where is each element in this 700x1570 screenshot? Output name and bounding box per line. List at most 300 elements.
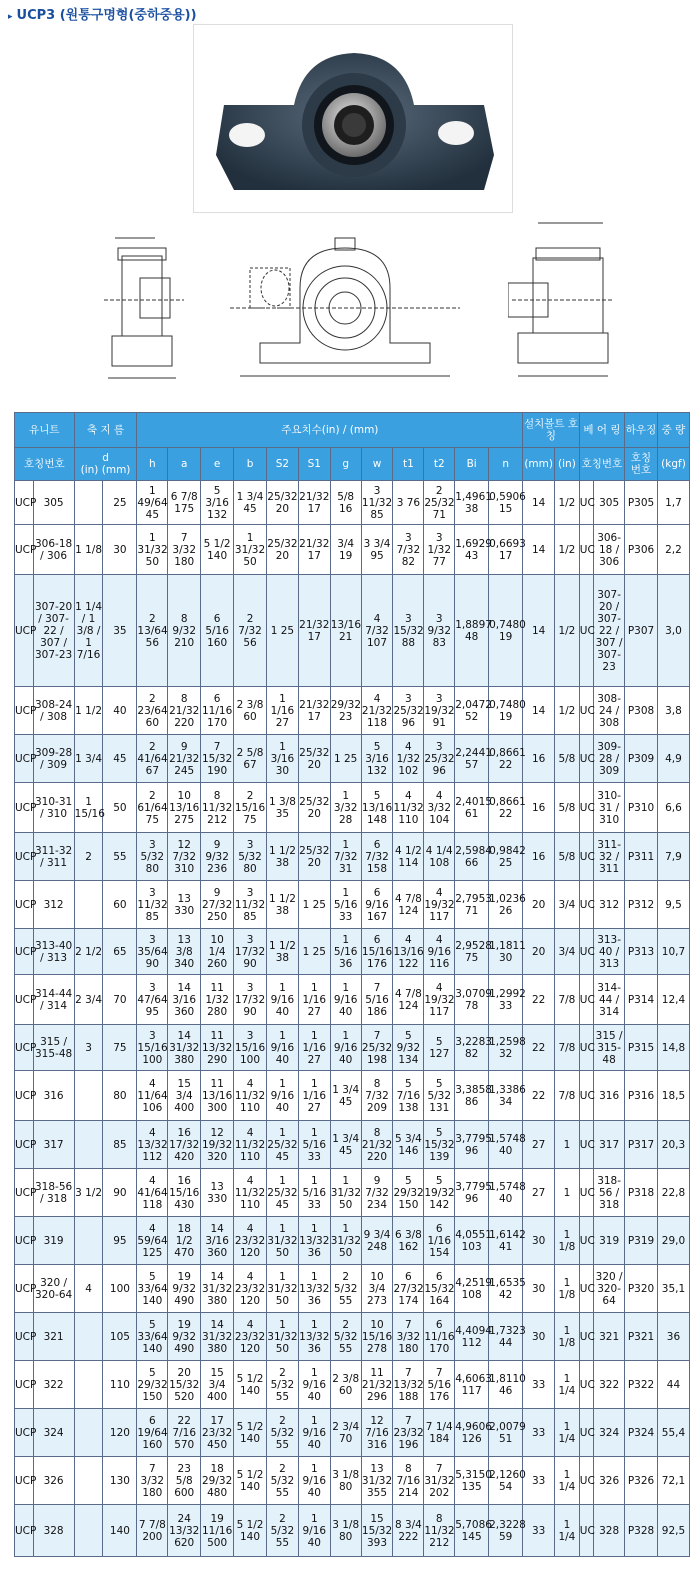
- shaft-mm: 95: [103, 1217, 137, 1265]
- dim-n: 2,1260 54: [489, 1457, 523, 1505]
- dim-e: 18 29/32 480: [201, 1457, 234, 1505]
- dim-g: 1 3/32 28: [330, 783, 361, 833]
- bolt-mm: 22: [523, 975, 555, 1025]
- unit-number: 315 / 315-48: [33, 1025, 74, 1071]
- dim-h: 2 41/64 67: [137, 735, 168, 783]
- weight-kgf: 92,5: [657, 1505, 689, 1557]
- weight-kgf: 6,6: [657, 783, 689, 833]
- dim-h: 4 13/32 112: [137, 1121, 168, 1169]
- dim-h: 2 13/64 56: [137, 575, 168, 687]
- dim-bi: 1,6929 43: [455, 525, 489, 575]
- dim-s2: 1 9/16 40: [266, 1071, 298, 1121]
- table-row: [15, 975, 690, 1025]
- shaft-in: 1 1/2: [74, 687, 103, 735]
- shaft-in: [74, 1071, 103, 1121]
- dim-a: 8 21/32 220: [168, 687, 201, 735]
- bearing-number: 316: [594, 1071, 625, 1121]
- housing-number: P306: [625, 525, 658, 575]
- housing-number: P305: [625, 481, 658, 525]
- dim-b: 4 23/32 120: [234, 1217, 267, 1265]
- col-d: [74, 448, 137, 481]
- dim-g: 29/32 23: [330, 687, 361, 735]
- dim-t1: 5 7/16 138: [393, 1071, 424, 1121]
- dim-h: 4 41/64 118: [137, 1169, 168, 1217]
- unit-number: 319: [33, 1217, 74, 1265]
- dim-s2: 2 5/32 55: [266, 1457, 298, 1505]
- shaft-in: 1 3/4: [74, 735, 103, 783]
- shaft-mm: 25: [103, 481, 137, 525]
- dim-a: 16 17/32 420: [168, 1121, 201, 1169]
- bearing-number: 312: [594, 881, 625, 929]
- shaft-mm: 120: [103, 1409, 137, 1457]
- dim-t2: 3 19/32 91: [424, 687, 455, 735]
- housing-number: P319: [625, 1217, 658, 1265]
- dim-e: 9 27/32 250: [201, 881, 234, 929]
- bearing-prefix: UC: [579, 687, 593, 735]
- dim-s1: 1 1/16 27: [298, 975, 330, 1025]
- dim-bi: 5,3150 135: [455, 1457, 489, 1505]
- dim-s1: 1 9/16 40: [298, 1409, 330, 1457]
- dim-a: 7 3/32 180: [168, 525, 201, 575]
- weight-kgf: 18,5: [657, 1071, 689, 1121]
- dim-s1: 1 5/16 33: [298, 1169, 330, 1217]
- dim-g: 1 3/4 45: [330, 1071, 361, 1121]
- dim-n: 1,7323 44: [489, 1313, 523, 1361]
- dim-s1: 21/32 17: [298, 481, 330, 525]
- table-row: [15, 1071, 690, 1121]
- bolt-in: 1/2: [555, 687, 580, 735]
- dim-b: 1 3/4 45: [234, 481, 267, 525]
- dim-n: 1,5748 40: [489, 1121, 523, 1169]
- dim-bi: 3,7795 96: [455, 1169, 489, 1217]
- dim-t2: 7 5/16 176: [424, 1361, 455, 1409]
- bolt-mm: 14: [523, 481, 555, 525]
- dim-bi: 4,0551 103: [455, 1217, 489, 1265]
- dim-t1: 5 3/4 146: [393, 1121, 424, 1169]
- dim-h: 7 7/8 200: [137, 1505, 168, 1557]
- bolt-in: 1/2: [555, 481, 580, 525]
- bearing-prefix: UC: [579, 1025, 593, 1071]
- dim-b: 1 31/32 50: [234, 525, 267, 575]
- shaft-mm: 35: [103, 575, 137, 687]
- dim-a: 19 9/32 490: [168, 1313, 201, 1361]
- dim-b: 2 3/8 60: [234, 687, 267, 735]
- dim-w: 9 3/4 248: [361, 1217, 393, 1265]
- dim-t2: 3 25/32 96: [424, 735, 455, 783]
- dim-t2: 3 1/32 77: [424, 525, 455, 575]
- col-unit: 유니트: [15, 413, 75, 448]
- col-t2: t2: [424, 448, 455, 481]
- bolt-mm: 30: [523, 1265, 555, 1313]
- dim-h: 5 33/64 140: [137, 1265, 168, 1313]
- dim-w: 10 15/16 278: [361, 1313, 393, 1361]
- dim-b: 5 1/2 140: [234, 1457, 267, 1505]
- weight-kgf: 3,0: [657, 575, 689, 687]
- dim-w: 13 31/32 355: [361, 1457, 393, 1505]
- housing-number: P308: [625, 687, 658, 735]
- housing-number: P324: [625, 1409, 658, 1457]
- unit-prefix: UCP: [15, 929, 34, 975]
- table-row: [15, 1457, 690, 1505]
- shaft-mm: 30: [103, 525, 137, 575]
- dim-t1: 6 3/8 162: [393, 1217, 424, 1265]
- dim-b: 2 15/16 75: [234, 783, 267, 833]
- dim-e: 10 1/4 260: [201, 929, 234, 975]
- dim-a: 20 15/32 520: [168, 1361, 201, 1409]
- shaft-in: [74, 1361, 103, 1409]
- shaft-in: 1 1/4 / 1 3/8 / 1 7/16: [74, 575, 103, 687]
- dim-t1: 4 11/32 110: [393, 783, 424, 833]
- table-row: [15, 1025, 690, 1071]
- dim-w: 4 7/32 107: [361, 575, 393, 687]
- unit-prefix: UCP: [15, 1409, 34, 1457]
- dim-e: 14 31/32 380: [201, 1265, 234, 1313]
- dim-g: 1 9/16 40: [330, 1025, 361, 1071]
- dim-n: 1,6535 42: [489, 1265, 523, 1313]
- dim-t2: 6 1/16 154: [424, 1217, 455, 1265]
- dim-e: 11 13/32 290: [201, 1025, 234, 1071]
- dim-s1: 1 1/16 27: [298, 1071, 330, 1121]
- dim-e: 12 19/32 320: [201, 1121, 234, 1169]
- shaft-in: 2 3/4: [74, 975, 103, 1025]
- bearing-prefix: UC: [579, 735, 593, 783]
- dim-t1: 4 1/2 114: [393, 833, 424, 881]
- dim-t2: 7 1/4 184: [424, 1409, 455, 1457]
- bolt-mm: 14: [523, 687, 555, 735]
- unit-prefix: UCP: [15, 1457, 34, 1505]
- housing-number: P326: [625, 1457, 658, 1505]
- dim-t2: 6 11/16 170: [424, 1313, 455, 1361]
- dim-g: 3 1/8 80: [330, 1505, 361, 1557]
- bolt-in: 5/8: [555, 735, 580, 783]
- bearing-number: 321: [594, 1313, 625, 1361]
- dim-h: 6 19/64 160: [137, 1409, 168, 1457]
- side-view-drawing: [100, 208, 190, 388]
- unit-number: 314-44 / 314: [33, 975, 74, 1025]
- bearing-prefix: UC: [579, 833, 593, 881]
- table-row: [15, 783, 690, 833]
- dim-w: 7 25/32 198: [361, 1025, 393, 1071]
- shaft-mm: 100: [103, 1265, 137, 1313]
- dim-t1: 8 7/16 214: [393, 1457, 424, 1505]
- bolt-in: 3/4: [555, 929, 580, 975]
- col-b: b: [234, 448, 267, 481]
- dim-a: 24 13/32 620: [168, 1505, 201, 1557]
- page-title: [8, 4, 197, 23]
- dim-h: 5 33/64 140: [137, 1313, 168, 1361]
- dim-g: 2 3/4 70: [330, 1409, 361, 1457]
- bolt-mm: 16: [523, 833, 555, 881]
- weight-kgf: 1,7: [657, 481, 689, 525]
- dim-e: 14 3/16 360: [201, 1217, 234, 1265]
- dim-t2: 2 25/32 71: [424, 481, 455, 525]
- spec-table-body: [15, 481, 690, 1557]
- dim-n: 1,6142 41: [489, 1217, 523, 1265]
- dim-n: 1,2992 33: [489, 975, 523, 1025]
- shaft-in: [74, 1409, 103, 1457]
- spec-table: [14, 412, 690, 1557]
- bearing-prefix: UC: [579, 1457, 593, 1505]
- weight-kgf: 72,1: [657, 1457, 689, 1505]
- housing-number: P328: [625, 1505, 658, 1557]
- shaft-mm: 40: [103, 687, 137, 735]
- col-t1: t1: [393, 448, 424, 481]
- housing-number: P316: [625, 1071, 658, 1121]
- dim-t1: 4 7/8 124: [393, 881, 424, 929]
- dim-a: 13 3/8 340: [168, 929, 201, 975]
- bearing-number: 308-24 / 308: [594, 687, 625, 735]
- bolt-in: 1 1/8: [555, 1313, 580, 1361]
- dim-s2: 1 1/2 38: [266, 833, 298, 881]
- unit-number: 317: [33, 1121, 74, 1169]
- bolt-in: 7/8: [555, 1025, 580, 1071]
- bolt-in: 3/4: [555, 881, 580, 929]
- dim-a: 14 31/32 380: [168, 1025, 201, 1071]
- dim-a: 12 7/32 310: [168, 833, 201, 881]
- dim-e: 7 15/32 190: [201, 735, 234, 783]
- dim-h: 5 29/32 150: [137, 1361, 168, 1409]
- dim-n: 0,7480 19: [489, 687, 523, 735]
- dim-w: 3 11/32 85: [361, 481, 393, 525]
- dim-s2: 1 31/32 50: [266, 1217, 298, 1265]
- shaft-mm: 90: [103, 1169, 137, 1217]
- dim-t2: 8 11/32 212: [424, 1505, 455, 1557]
- col-housing: 하우징: [625, 413, 658, 448]
- shaft-in: 3: [74, 1025, 103, 1071]
- dim-s2: 1 1/2 38: [266, 929, 298, 975]
- bolt-mm: 27: [523, 1169, 555, 1217]
- bolt-mm: 20: [523, 929, 555, 975]
- bearing-prefix: UC: [579, 1265, 593, 1313]
- bearing-prefix: UC: [579, 481, 593, 525]
- bearing-prefix: UC: [579, 881, 593, 929]
- dim-t1: 5 29/32 150: [393, 1169, 424, 1217]
- col-kgf: (kgf): [657, 448, 689, 481]
- bearing-number: 305: [594, 481, 625, 525]
- bearing-number: 317: [594, 1121, 625, 1169]
- weight-kgf: 20,3: [657, 1121, 689, 1169]
- dim-w: 5 13/16 148: [361, 783, 393, 833]
- unit-prefix: UCP: [15, 975, 34, 1025]
- unit-prefix: UCP: [15, 481, 34, 525]
- col-bi: Bi: [455, 448, 489, 481]
- housing-number: P320: [625, 1265, 658, 1313]
- dim-bi: 2,9528 75: [455, 929, 489, 975]
- dim-w: 10 3/4 273: [361, 1265, 393, 1313]
- bearing-number: 318-56 / 318: [594, 1169, 625, 1217]
- dim-n: 0,5906 15: [489, 481, 523, 525]
- unit-prefix: UCP: [15, 1217, 34, 1265]
- col-unit-no: 호칭번호: [15, 448, 75, 481]
- unit-prefix: UCP: [15, 687, 34, 735]
- bearing-number: 306-18 / 306: [594, 525, 625, 575]
- bearing-prefix: UC: [579, 1169, 593, 1217]
- shaft-mm: 70: [103, 975, 137, 1025]
- bearing-number: 314-44 / 314: [594, 975, 625, 1025]
- dim-a: 15 3/4 400: [168, 1071, 201, 1121]
- shaft-in: [74, 1313, 103, 1361]
- dim-s1: 1 13/32 36: [298, 1313, 330, 1361]
- unit-number: 308-24 / 308: [33, 687, 74, 735]
- dim-e: 6 5/16 160: [201, 575, 234, 687]
- table-row: [15, 833, 690, 881]
- bolt-mm: 16: [523, 783, 555, 833]
- shaft-in: [74, 1457, 103, 1505]
- dim-t2: 6 15/32 164: [424, 1265, 455, 1313]
- dim-e: 5 3/16 132: [201, 481, 234, 525]
- dim-n: 0,7480 19: [489, 575, 523, 687]
- dim-t1: 6 27/32 174: [393, 1265, 424, 1313]
- dim-bi: 3,3858 86: [455, 1071, 489, 1121]
- dim-s2: 1 25: [266, 575, 298, 687]
- bearing-prefix: UC: [579, 1313, 593, 1361]
- bolt-in: 1 1/4: [555, 1505, 580, 1557]
- dim-b: 3 11/32 85: [234, 881, 267, 929]
- bearing-number: 307-20 / 307-22 / 307 / 307-23: [594, 575, 625, 687]
- unit-prefix: UCP: [15, 525, 34, 575]
- product-photo: [193, 24, 513, 213]
- housing-number: P318: [625, 1169, 658, 1217]
- dim-w: 11 21/32 296: [361, 1361, 393, 1409]
- dim-w: 6 9/16 167: [361, 881, 393, 929]
- housing-number: P321: [625, 1313, 658, 1361]
- col-e: e: [201, 448, 234, 481]
- unit-prefix: UCP: [15, 1025, 34, 1071]
- dim-g: 3 1/8 80: [330, 1457, 361, 1505]
- col-n: n: [489, 448, 523, 481]
- dim-s2: 25/32 20: [266, 525, 298, 575]
- col-h: h: [137, 448, 168, 481]
- housing-number: P312: [625, 881, 658, 929]
- dim-h: 7 3/32 180: [137, 1457, 168, 1505]
- header-row-2: [15, 448, 690, 481]
- dim-bi: 4,4094 112: [455, 1313, 489, 1361]
- page-title-text: UCP3 (원통구명형(중하중용)): [16, 8, 197, 23]
- shaft-mm: 140: [103, 1505, 137, 1557]
- dim-h: 3 35/64 90: [137, 929, 168, 975]
- dim-a: 10 13/16 275: [168, 783, 201, 833]
- dim-h: 3 47/64 95: [137, 975, 168, 1025]
- dim-g: 13/16 21: [330, 575, 361, 687]
- col-bolt-in: (in): [555, 448, 580, 481]
- col-bolt-mm: (mm): [523, 448, 555, 481]
- section-view-drawing: [508, 208, 618, 388]
- dim-s2: 1 25/32 45: [266, 1169, 298, 1217]
- weight-kgf: 2,2: [657, 525, 689, 575]
- housing-number: P309: [625, 735, 658, 783]
- weight-kgf: 29,0: [657, 1217, 689, 1265]
- bolt-in: 1 1/8: [555, 1265, 580, 1313]
- dim-w: 6 15/16 176: [361, 929, 393, 975]
- dim-t2: 5 19/32 142: [424, 1169, 455, 1217]
- shaft-in: [74, 1505, 103, 1557]
- bearing-number: 328: [594, 1505, 625, 1557]
- dim-h: 3 11/32 85: [137, 881, 168, 929]
- dim-e: 11 1/32 280: [201, 975, 234, 1025]
- dim-a: 19 9/32 490: [168, 1265, 201, 1313]
- dim-b: 4 11/32 110: [234, 1169, 267, 1217]
- dim-bi: 2,5984 66: [455, 833, 489, 881]
- table-row: [15, 1409, 690, 1457]
- shaft-mm: 45: [103, 735, 137, 783]
- dim-s1: 1 9/16 40: [298, 1361, 330, 1409]
- unit-number: 310-31 / 310: [33, 783, 74, 833]
- bearing-prefix: UC: [579, 575, 593, 687]
- table-row: [15, 1217, 690, 1265]
- dim-e: 11 13/16 300: [201, 1071, 234, 1121]
- col-d-mm: (mm): [101, 464, 131, 476]
- bolt-mm: 30: [523, 1217, 555, 1265]
- dim-w: 3 3/4 95: [361, 525, 393, 575]
- dim-w: 15 15/32 393: [361, 1505, 393, 1557]
- shaft-mm: 130: [103, 1457, 137, 1505]
- dim-bi: 2,2441 57: [455, 735, 489, 783]
- col-mounting-bolt: 설치볼트 호 칭: [523, 413, 580, 448]
- housing-number: P315: [625, 1025, 658, 1071]
- shaft-in: [74, 1121, 103, 1169]
- bearing-number: 320 / 320-64: [594, 1265, 625, 1313]
- housing-number: P311: [625, 833, 658, 881]
- bolt-in: 5/8: [555, 833, 580, 881]
- dim-n: 2,0079 51: [489, 1409, 523, 1457]
- dim-s1: 1 9/16 40: [298, 1505, 330, 1557]
- dim-h: 3 15/16 100: [137, 1025, 168, 1071]
- dim-s1: 21/32 17: [298, 687, 330, 735]
- dim-a: 16 15/16 430: [168, 1169, 201, 1217]
- table-row: [15, 1121, 690, 1169]
- dim-s2: 2 5/32 55: [266, 1361, 298, 1409]
- shaft-mm: 80: [103, 1071, 137, 1121]
- col-d-label: d: [102, 452, 109, 464]
- dim-b: 3 5/32 80: [234, 833, 267, 881]
- unit-number: 309-28 / 309: [33, 735, 74, 783]
- table-row: [15, 1313, 690, 1361]
- shaft-mm: 60: [103, 881, 137, 929]
- dim-e: 6 11/16 170: [201, 687, 234, 735]
- dim-bi: 3,0709 78: [455, 975, 489, 1025]
- unit-number: 326: [33, 1457, 74, 1505]
- col-a: a: [168, 448, 201, 481]
- bearing-number: 309-28 / 309: [594, 735, 625, 783]
- dim-g: 1 5/16 33: [330, 881, 361, 929]
- dim-bi: 1,8897 48: [455, 575, 489, 687]
- col-weight: 중 량: [657, 413, 689, 448]
- dim-a: 14 3/16 360: [168, 975, 201, 1025]
- col-main-dimensions: 주요치수(in) / (mm): [137, 413, 523, 448]
- unit-number: 328: [33, 1505, 74, 1557]
- shaft-mm: 50: [103, 783, 137, 833]
- col-d-in: (in): [80, 464, 99, 476]
- pillow-block-bearing-image: [194, 25, 512, 212]
- bolt-in: 5/8: [555, 783, 580, 833]
- dim-g: 1 5/16 36: [330, 929, 361, 975]
- bolt-in: 1: [555, 1121, 580, 1169]
- dim-bi: 2,7953 71: [455, 881, 489, 929]
- dim-t1: 3 76: [393, 481, 424, 525]
- dim-e: 14 31/32 380: [201, 1313, 234, 1361]
- dim-t2: 5 15/32 139: [424, 1121, 455, 1169]
- weight-kgf: 9,5: [657, 881, 689, 929]
- dim-t2: 7 31/32 202: [424, 1457, 455, 1505]
- bullet-arrow-icon: ▸: [8, 12, 13, 22]
- bearing-prefix: UC: [579, 1409, 593, 1457]
- dim-n: 2,3228 59: [489, 1505, 523, 1557]
- table-row: [15, 1361, 690, 1409]
- bolt-in: 1 1/4: [555, 1361, 580, 1409]
- table-row: [15, 1505, 690, 1557]
- weight-kgf: 35,1: [657, 1265, 689, 1313]
- unit-prefix: UCP: [15, 1265, 34, 1313]
